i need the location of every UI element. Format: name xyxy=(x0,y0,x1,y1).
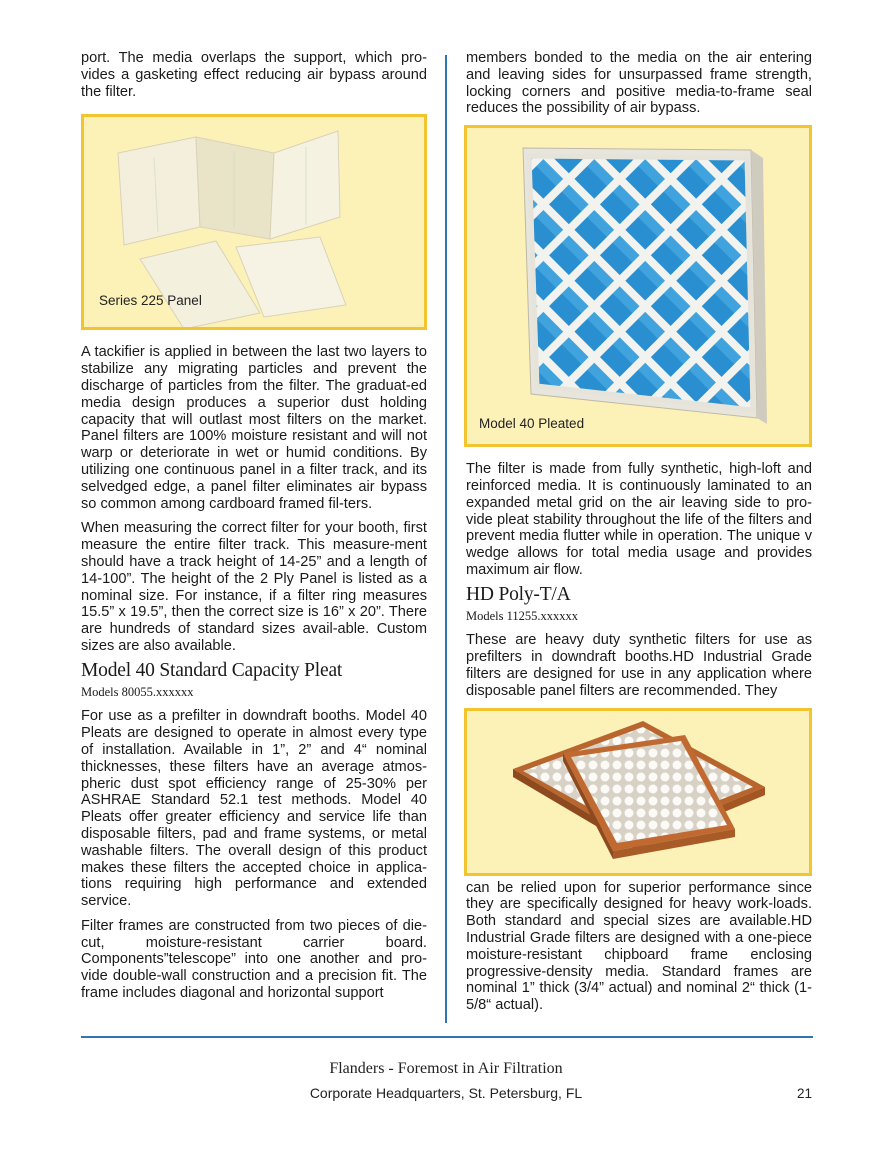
section-heading: HD Poly-T/A xyxy=(466,583,571,605)
section-models: Models 11255.xxxxxx xyxy=(466,608,579,623)
column-divider xyxy=(445,55,447,1023)
pleated-filter-illustration xyxy=(467,128,809,444)
prefilter-paragraph: For use as a prefilter in downdraft booths. Model 40 Pleats are designed to operate in almost every type of installation. Available in 1”, 2” and 4“ nominal thicknesses, these filters have an average atmos-pheric dust spot efficiency range of 25-30% per ASHRAE Standard 52.1 test methods. Model 40 Pleats offer greater efficiency and service life than disposable filters, pad and frame systems, or metal washable filters. The overall design of this product makes these filters the accepted choice in applica-tions requiring high performance and extended service. xyxy=(81,708,427,910)
synthetic-paragraph: The filter is made from fully synthetic, high-loft and reinforced media. It is continuously laminated to an expanded metal grid on the air leaving side to pro-vide pleat stability throughout the life of the filters and prevent media flutter while in operation. The unique v wedge allows for total media usage and provides maximum air flow. xyxy=(466,461,812,578)
footer-subtitle: Corporate Headquarters, St. Petersburg, FL xyxy=(309,1085,583,1101)
section-heading: Model 40 Standard Capacity Pleat xyxy=(81,659,343,681)
heavy-duty-paragraph: These are heavy duty synthetic filters for use as prefilters in downdraft booths.HD Industrial Grade filters are designed for use in any application where disposable panel filters are recommended. They xyxy=(466,632,812,699)
left-intro-paragraph: port. The media overlaps the support, which pro-vides a gasketing effect reducing air bypass around the filter. xyxy=(81,50,427,100)
figure-caption: Series 225 Panel xyxy=(99,293,202,309)
hd-poly-ta-figure xyxy=(464,708,812,876)
tackifier-paragraph: A tackifier is applied in between the last two layers to stabilize any migrating particles and prevent the discharge of particles from the filter. The graduat-ed media design produces a superior dust holding capacity that will outlast most filters on the market. Panel filters are 100% moisture resistant and will not warp or deteriorate in wet or humid conditions. By utilizing one continuous panel in a filter track, and its selvedged edge, a panel filter eliminates air bypass so common among cardboard framed fil-ters. xyxy=(81,344,427,512)
frames-paragraph: Filter frames are constructed from two pieces of die-cut, moisture-resistant carrier board. Components”telescope” into one another and pro-vide double-wall construction and a precision fit. The frame includes diagonal and horizontal support xyxy=(81,917,427,1002)
right-column xyxy=(466,50,812,1014)
section-models: Models 80055.xxxxxx xyxy=(81,684,194,699)
footer-rule xyxy=(81,1036,813,1038)
left-column xyxy=(81,50,427,1002)
hd-filters-illustration xyxy=(467,711,809,873)
series-225-panel-figure xyxy=(81,114,427,330)
relied-paragraph: can be relied upon for superior performance since they are specifically designed for heavy work-loads. Both standard and special sizes are available.HD Industrial Grade filters are designed with a one-piece moisture-resistant chipboard frame enclosing progressive-density media. Standard frames are nominal 1” thick (3/4” actual) and nominal 2“ thick (1-5/8“ actual). xyxy=(466,879,812,1014)
figure-caption: Model 40 Pleated xyxy=(479,416,585,432)
footer-title: Flanders - Foremost in Air Filtration xyxy=(329,1060,563,1077)
measuring-paragraph: When measuring the correct filter for your booth, first measure the entire filter track. This measure-ment should have a track height of 14-25” and a length of 14-100”. The height of the 2 Ply Panel is listed as a nominal size. For instance, if a filter ring measures 15.5” x 19.5”, then the correct size is 16” x 20”. There are hundreds of standard sizes avail-able. Custom sizes are also available. xyxy=(81,520,427,654)
model-40-pleated-figure xyxy=(464,125,812,447)
page-number: 21 xyxy=(797,1086,813,1101)
right-intro-paragraph: members bonded to the media on the air entering and leaving sides for unsurpassed frame strength, locking corners and positive media-to-frame seal reduces the possibility of air bypass. xyxy=(466,50,812,117)
